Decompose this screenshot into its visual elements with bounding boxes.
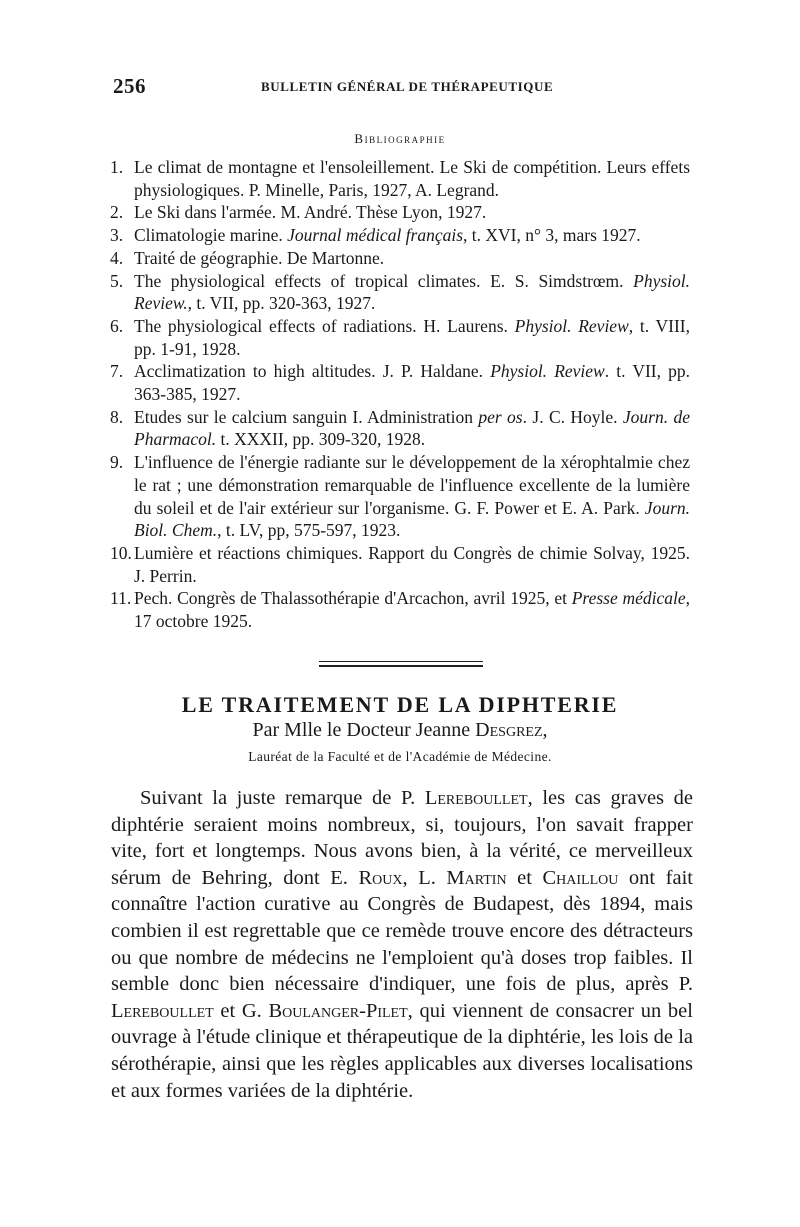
entry-number: 6.	[110, 315, 124, 336]
body-text-run: , qui viennent de consacrer un bel ouvrage à l'étude clinique et thérapeutique de la diphtérie, les lois de la sérothérapie, ainsi que les règles applicables aux diverses localisations et aux formes variées de la diphtérie.	[111, 999, 693, 1102]
entry-text: Traité de géographie. De Martonne.	[134, 247, 385, 268]
page-number: 256	[113, 74, 146, 98]
entry-number: 7.	[110, 361, 124, 382]
entry-text: The physiological effects of tropical climates. E. S. Simdstrœm.	[134, 270, 634, 291]
entry-number: 11.	[110, 588, 132, 609]
bibliography-entry	[110, 451, 690, 542]
entry-number: 10.	[110, 542, 132, 563]
entry-text: Etudes sur le calcium sanguin I. Administration	[134, 406, 479, 427]
entry-journal-title: Physiol. Review.	[134, 270, 690, 314]
entry-text: , t. LV, pp, 575-597, 1923.	[217, 520, 401, 541]
bibliography-entry	[110, 270, 690, 315]
section-divider	[319, 661, 483, 667]
entry-text: Pech. Congrès de Thalassothérapie d'Arcachon, avril 1925, et	[134, 588, 572, 609]
article-title: LE TRAITEMENT DE LA DIPHTERIE	[181, 692, 619, 717]
bibliography-entry	[110, 360, 690, 405]
entry-journal-title: per os	[478, 406, 523, 427]
bibliography-list	[110, 156, 690, 633]
journal-title: BULLETIN GÉNÉRAL DE THÉRAPEUTIQUE	[261, 79, 554, 94]
entry-text: Lumière et réactions chimiques. Rapport du Congrès de chimie Solvay, 1925. J. Perrin.	[134, 542, 690, 586]
article-byline	[0, 719, 800, 742]
bibliography-entry	[110, 315, 690, 360]
cited-author-name: Lereboullet	[111, 999, 214, 1022]
entry-text: Le Ski dans l'armée. M. André. Thèse Lyon, 1927.	[134, 202, 487, 223]
bibliography-entry	[110, 406, 690, 451]
entry-number: 9.	[110, 452, 124, 473]
entry-text: , 17 octobre 1925.	[134, 588, 690, 632]
entry-text: , t. VIII, pp. 1-91, 1928.	[134, 315, 690, 359]
bibliography-entry	[110, 224, 690, 247]
entry-number: 4.	[110, 247, 124, 268]
bibliography-heading: Bibliographie	[354, 131, 446, 146]
cited-author-name: Martin	[446, 866, 507, 889]
author-affiliation: Lauréat de la Faculté et de l'Académie de Médecine.	[248, 749, 552, 764]
entry-journal-title: Physiol. Review	[490, 361, 605, 382]
entry-journal-title: Presse médicale	[571, 588, 686, 609]
body-text-run: Suivant la juste remarque de P.	[140, 787, 425, 809]
body-text-run: ont fait connaître l'action curative au Congrès de Budapest, dès 1894, mais combien il est regrettable que ce remède trouve encore des détracteurs ou que nombre de médecins ne l'emploient qu'à doses trop faibles. Il semble donc bien nécessaire d'indiquer, une fois de plus, après P.	[111, 866, 693, 996]
bibliography-entry	[110, 156, 690, 201]
entry-text: . t. VII, pp. 363-385, 1927.	[134, 361, 690, 405]
entry-number: 1.	[110, 157, 124, 177]
author-name: Desgrez	[475, 719, 543, 741]
entry-number: 2.	[110, 202, 124, 223]
entry-text: L'influence de l'énergie radiante sur le développement de la xérophtalmie chez le rat ; une démonstration remarquable de l'influence excellente de la lumière du soleil et de l'air extérieur sur l'organisme. G. F. Power et E. A. Park.	[134, 452, 690, 518]
entry-text: . J. C. Hoyle.	[522, 406, 623, 427]
article-body-paragraph	[111, 785, 693, 1104]
entry-journal-title: Journ. de Pharmacol.	[134, 406, 691, 450]
entry-number: 5.	[110, 270, 124, 291]
entry-text: Le climat de montagne et l'ensoleillement. Le Ski de compétition. Leurs effets physiologiques. P. Minelle, Paris, 1927, A. Legrand.	[134, 157, 690, 200]
entry-journal-title: Journ. Biol. Chem.	[134, 497, 690, 541]
cited-author-name: Lereboullet	[424, 787, 528, 809]
bibliography-entry	[110, 587, 690, 632]
cited-author-name: Chaillou	[542, 866, 619, 889]
byline-suffix: ,	[542, 719, 548, 741]
entry-text: , t. VII, pp. 320-363, 1927.	[187, 293, 376, 314]
bibliography-entry	[110, 201, 690, 224]
entry-journal-title: Journal médical français	[287, 225, 464, 246]
cited-author-name: Boulanger-Pilet	[268, 999, 408, 1022]
cited-author-name: Roux	[358, 866, 403, 889]
running-head	[113, 74, 693, 98]
entry-journal-title: Physiol. Review	[514, 315, 629, 336]
entry-text: Acclimatization to high altitudes. J. P. Haldane.	[134, 361, 491, 382]
entry-text: t. XXXII, pp. 309-320, 1928.	[216, 429, 426, 450]
byline-prefix: Par Mlle le Docteur Jeanne	[252, 719, 476, 741]
entry-number: 3.	[110, 225, 124, 246]
bibliography-entry	[110, 247, 690, 270]
entry-text: Climatologie marine.	[134, 225, 288, 246]
entry-text: The physiological effects of radiations. H. Laurens.	[134, 315, 515, 336]
body-text-run: et G.	[213, 999, 269, 1022]
entry-text: , t. XVI, n° 3, mars 1927.	[463, 225, 641, 246]
body-text-run: , L.	[402, 866, 447, 889]
entry-number: 8.	[110, 406, 124, 427]
body-text-run: , les cas graves de diphtérie seraient moins nombreux, si, toujours, l'on savait frapper vite, fort et longtemps. Nous avons bien, à la vérité, ce merveilleux sérum de Behring, dont E.	[111, 787, 693, 889]
body-text-run: et	[506, 866, 543, 889]
bibliography-entry	[110, 542, 690, 587]
